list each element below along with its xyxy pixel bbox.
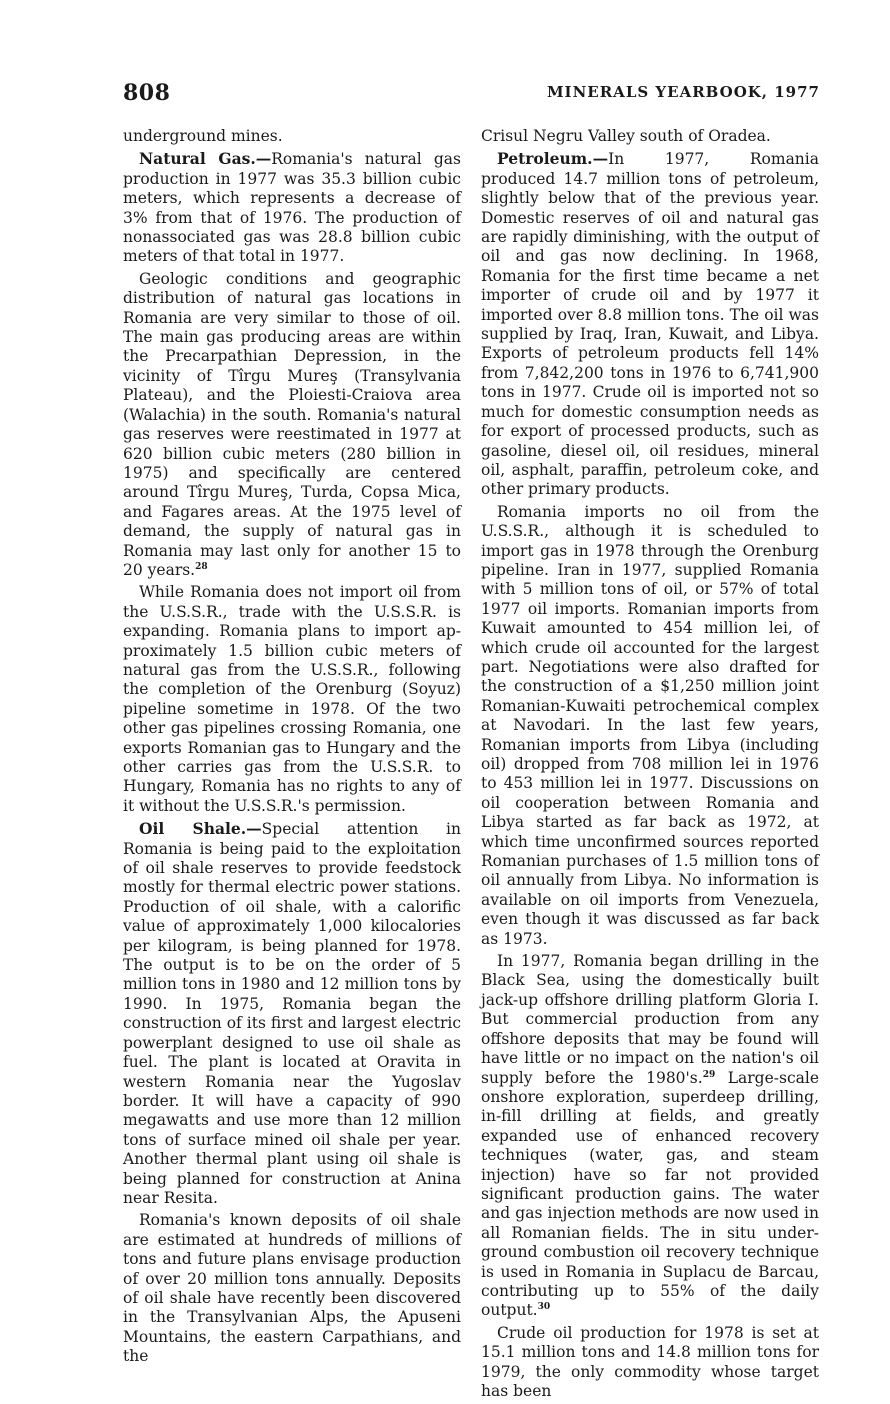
right-column xyxy=(481,127,819,1404)
paragraph-text: Special attention in Romania is being paid to the exploitation of oil shale reserves to provide feedstock mostly for thermal electric power stations. Production of oil shale, with a calorific value of approximately 1,000 kilocalories per kilogram, is being planned for 1978. The output is to be on the order of 5 million tons in 1980 and 12 million tons by 1990. In 1975, Romania began the construction of its first and largest electric powerplant designed to use oil shale as fuel. The plant is located at Oravita in western Romania near the Yugoslav border. It will have a capacity of 990 megawatts and use more than 12 million tons of surface mined oil shale per year. Another thermal plant using oil shale is being planned for construction at Anina near Resita. xyxy=(123,820,462,1207)
page-number: 808 xyxy=(123,80,171,106)
paragraph-text: Large-scale onshore exploration, superdeep drilling, in-fill drilling at fields, and greatly expanded use of enhanced recovery techniques (water, gas, and steam injection) have so far not provided significant production gains. The water and gas injection methods are now used in all Romanian fields. The in situ underground combustion oil recovery technique is used in Romania in Suplacu de Barcau, contributing up to 55% of the daily output. xyxy=(481,1068,819,1320)
paragraph-text: Crisul Negru Valley south of Oradea. xyxy=(481,127,771,145)
paragraph-text: underground mines. xyxy=(123,127,283,145)
footnote-ref: 30 xyxy=(537,1302,551,1313)
paragraph-text: Romania's natural gas production in 1977 was 35.3 billion cubic meters, which represents a decrease of 3% from that of 1976. The production of nonassociated gas was 28.8 billion cubic meters of that total in 1977. xyxy=(123,150,461,266)
paragraph xyxy=(123,583,461,816)
running-head: MINERALS YEARBOOK, 1977 xyxy=(546,83,820,101)
left-column xyxy=(123,127,461,1370)
paragraph xyxy=(123,127,461,146)
section-heading-natural-gas: Natural Gas.— xyxy=(139,149,272,169)
paragraph xyxy=(123,270,461,581)
paragraph-text: Romania imports no oil from the U.S.S.R., although it is scheduled to import gas in 1978 through the Orenburg pipeline. Iran in 1977, supplied Romania with 5 million tons of oil, or 57% of total 1977 oil imports. Romanian imports from Kuwait amounted to 454 million lei, of which crude oil accounted for the largest part. Negotiations were also drafted for the construction of a $1,250 million joint Romanian-Kuwaiti petrochemical complex at Navodari. In the last few years, Romanian imports from Libya (including oil) dropped from 708 million lei in 1976 to 453 million lei in 1977. Discussions on oil cooperation between Romania and Libya started as far back as 1972, at which time unconfirmed sources reported Romanian purchases of 1.5 million tons of oil annually from Libya. No information is available on oil imports from Venezuela, even though it was discussed as far back as 1973. xyxy=(481,502,819,948)
paragraph xyxy=(123,149,461,266)
paragraph-text: While Romania does not import oil from the U.S.S.R., trade with the U.S.S.R. is expanding. Romania plans to import approximately 1.5 billion cubic meters of natural gas from the U.S.S.R., following the completion of the Orenburg (Soyuz) pipeline sometime in 1978. Of the two other gas pipelines crossing Romania, one exports Romanian gas to Hungary and the other carries gas from the U.S.S.R. to Hungary, Romania has no rights to any of it without the U.S.S.R.'s permission. xyxy=(123,583,461,815)
paragraph xyxy=(481,503,819,949)
section-heading-petroleum: Petroleum.— xyxy=(497,149,609,169)
section-heading-oil-shale: Oil Shale.— xyxy=(139,819,262,839)
paragraph xyxy=(481,127,819,146)
page-header xyxy=(123,80,820,110)
paragraph xyxy=(481,1324,819,1402)
paragraph-text: In 1977, Romania began drilling in the Black Sea, using the domestically built jack-up offshore drilling platform Gloria I. But commercial production from any offshore deposits that may be found will have little or no impact on the nation's oil supply before the 1980's. xyxy=(481,952,819,1087)
footnote-ref: 29 xyxy=(702,1069,716,1080)
paragraph xyxy=(481,952,819,1321)
paragraph-text: In 1977, Romania produced 14.7 million tons of petroleum, slightly below that of the previous year. Domestic reserves of oil and natural gas are rapidly diminishing, with the output of oil and gas now declining. In 1968, Romania for the first time became a net importer of crude oil and by 1977 it imported over 8.8 million tons. The oil was supplied by Iraq, Iran, Kuwait, and Libya. Exports of petroleum products fell 14% from 7,842,200 tons in 1976 to 6,741,900 tons in 1977. Crude oil is imported not so much for domestic consumption needs as for export of processed products, such as gasoline, diesel oil, oil residues, mineral oil, asphalt, paraffin, petroleum coke, and other primary products. xyxy=(481,150,819,499)
paragraph xyxy=(481,149,819,499)
footnote-ref: 28 xyxy=(195,561,208,572)
paragraph-text: Geologic conditions and geographic distribution of natural gas locations in Romania are very similar to those of oil. The main gas producing areas are within the Precarpathian Depression, in the vicinity of Tîrgu Mureş (Transylvania Plateau), and the Ploiesti-Craiova area (Walachia) in the south. Romania's natural gas reserves were reestimated in 1977 at 620 billion cubic meters (280 billion in 1975) and specifically are centered around Tîrgu Mureş, Turda, Copsa Mica, and Fagares areas. At the 1975 level of demand, the supply of natural gas in Romania may last only for another 15 to 20 years. xyxy=(123,269,461,579)
paragraph xyxy=(123,1211,461,1366)
paragraph-text: Romania's known deposits of oil shale are estimated at hundreds of millions of tons and future plans envisage production of over 20 million tons annually. Deposits of oil shale have recently been discovered in the Transylvanian Alps, the Apuseni Mountains, the eastern Carpathians, and the xyxy=(123,1211,461,1366)
paragraph-text: Crude oil production for 1978 is set at 15.1 million tons and 14.8 million tons for 1979, the only commodity whose target has been xyxy=(481,1323,819,1400)
paragraph xyxy=(123,819,461,1208)
